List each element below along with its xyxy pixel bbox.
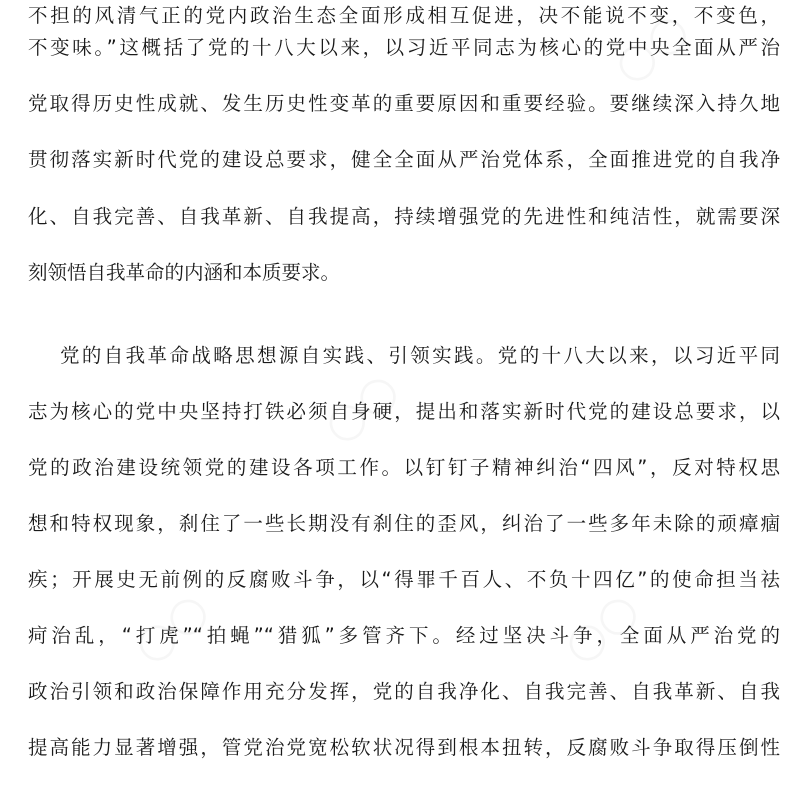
paragraph-2-line-2: 志为核心的党中央坚持打铁必须自身硬，提出和落实新时代党的建设总要求，以 [28, 400, 780, 423]
paragraph-1-line-4: 贯彻落实新时代党的建设总要求，健全全面从严治党体系，全面推进党的自我净 [28, 148, 780, 171]
paragraph-2-line-5: 疾；开展史无前例的反腐败斗争，以“得罪千百人、不负十四亿”的使命担当祛 [28, 568, 780, 591]
paragraph-2-line-4: 想和特权现象，刹住了一些长期没有刹住的歪风，纠治了一些多年未除的顽瘴痼 [28, 512, 780, 535]
watermark: ○○ [602, 0, 699, 94]
paragraph-2-line-3: 党的政治建设统领党的建设各项工作。以钉钉子精神纠治“四风”，反对特权思 [28, 456, 780, 479]
paragraph-1-line-2: 不变味。”这概括了党的十八大以来，以习近平同志为核心的党中央全面从严治 [28, 36, 780, 59]
paragraph-1-line-5: 化、自我完善、自我革新、自我提高，持续增强党的先进性和纯洁性，就需要深 [28, 205, 780, 228]
paragraph-1-line-3: 党取得历史性成就、发生历史性变革的重要原因和重要经验。要继续深入持久地 [28, 92, 780, 115]
paragraph-1-line-6: 刻领悟自我革命的内涵和本质要求。 [28, 261, 341, 284]
watermark: ○○ [552, 580, 649, 674]
paragraph-2-line-1: 党的自我革命战略思想源自实践、引领实践。党的十八大以来，以习近平同 [60, 344, 780, 367]
paragraph-2-line-7: 政治引领和政治保障作用充分发挥，党的自我净化、自我完善、自我革新、自我 [28, 680, 780, 703]
paragraph-2-line-8: 提高能力显著增强，管党治党宽松软状况得到根本扭转，反腐败斗争取得压倒性 [28, 736, 780, 759]
paragraph-2-line-6: 疴治乱，“打虎”“拍蝇”“猎狐”多管齐下。经过坚决斗争，全面从严治党的 [28, 624, 780, 647]
watermark: ○○ [312, 360, 409, 454]
paragraph-1-line-1: 不担的风清气正的党内政治生态全面形成相互促进，决不能说不变，不变色， [28, 4, 780, 27]
watermark: ○○ [122, 580, 219, 674]
